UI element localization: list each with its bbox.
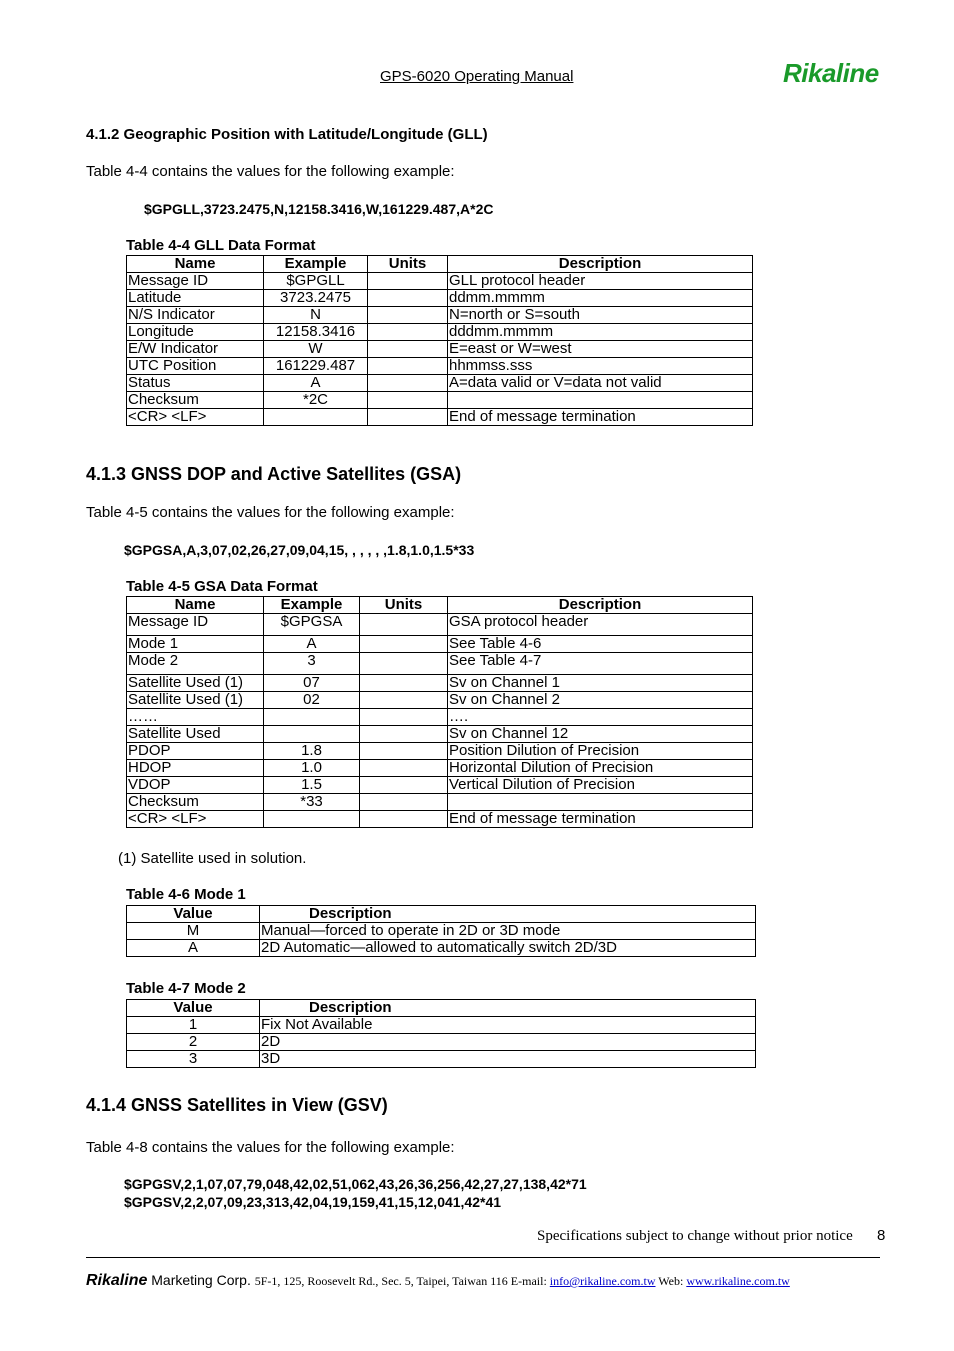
table-cell	[264, 709, 360, 726]
spec-notice: Specifications subject to change without prior notice	[537, 1228, 853, 1244]
column-header: Value	[127, 1000, 260, 1017]
table-cell	[368, 290, 448, 307]
table-cell	[368, 375, 448, 392]
table-cell: hhmmss.sss	[448, 358, 753, 375]
gsa-example: $GPGSA,A,3,07,02,26,27,09,04,15, , , , , ,1.8,1.0,1.5*33	[124, 542, 475, 558]
table-cell	[368, 273, 448, 290]
gsv-intro: Table 4-8 contains the values for the following example:	[86, 1139, 455, 1156]
gll-example: $GPGLL,3723.2475,N,12158.3416,W,161229.487,A*2C	[144, 201, 494, 217]
table-cell: W	[264, 341, 368, 358]
table-row	[127, 777, 753, 794]
table-cell	[448, 794, 753, 811]
table-header-row	[127, 906, 756, 923]
table-row	[127, 794, 753, 811]
gsa-table	[126, 596, 753, 828]
table-cell	[360, 709, 448, 726]
table-cell: 1	[127, 1017, 260, 1034]
table-cell: Checksum	[127, 392, 264, 409]
table-row	[127, 1034, 756, 1051]
footer-divider	[86, 1257, 880, 1258]
table-cell	[360, 692, 448, 709]
table-cell	[264, 811, 360, 828]
table-cell: A	[264, 636, 360, 653]
table-row	[127, 324, 753, 341]
table-cell: Satellite Used (1)	[127, 692, 264, 709]
table-cell: Position Dilution of Precision	[448, 743, 753, 760]
table-cell: A	[127, 940, 260, 957]
table-cell	[368, 324, 448, 341]
column-header: Description	[260, 1000, 756, 1017]
table-cell: Mode 2	[127, 653, 264, 675]
gll-table-caption: Table 4-4 GLL Data Format	[126, 237, 316, 254]
table-cell: ddmm.mmmm	[448, 290, 753, 307]
table-cell: 1.0	[264, 760, 360, 777]
gsv-example-1: $GPGSV,2,1,07,07,79,048,42,02,51,062,43,26,36,256,42,27,27,138,42*71	[124, 1176, 587, 1192]
table-cell: 07	[264, 675, 360, 692]
table-cell: GSA protocol header	[448, 614, 753, 636]
document-title: GPS-6020 Operating Manual	[380, 68, 574, 85]
footer-brand: Rikaline	[86, 1272, 148, 1289]
table-row	[127, 636, 753, 653]
table-cell	[264, 726, 360, 743]
table-cell	[264, 409, 368, 426]
column-header: Name	[127, 597, 264, 614]
table-row	[127, 692, 753, 709]
table-cell	[360, 777, 448, 794]
gll-intro: Table 4-4 contains the values for the following example:	[86, 163, 455, 180]
section-heading-gll: 4.1.2 Geographic Position with Latitude/Longitude (GLL)	[86, 126, 488, 143]
table-cell: Checksum	[127, 794, 264, 811]
table-cell: HDOP	[127, 760, 264, 777]
website-link[interactable]: www.rikaline.com.tw	[686, 1274, 790, 1288]
table-row	[127, 307, 753, 324]
table-cell: See Table 4-7	[448, 653, 753, 675]
section-heading-gsa: 4.1.3 GNSS DOP and Active Satellites (GSA)	[86, 464, 462, 484]
table-cell: <CR> <LF>	[127, 409, 264, 426]
mode2-table-caption: Table 4-7 Mode 2	[126, 980, 246, 997]
table-cell: UTC Position	[127, 358, 264, 375]
table-cell	[368, 307, 448, 324]
table-cell: 3D	[260, 1051, 756, 1068]
gsa-intro: Table 4-5 contains the values for the following example:	[86, 504, 455, 521]
table-cell: A	[264, 375, 368, 392]
table-cell: *33	[264, 794, 360, 811]
page-number: 8	[877, 1227, 886, 1244]
table-row	[127, 923, 756, 940]
table-cell	[360, 760, 448, 777]
table-cell	[360, 794, 448, 811]
table-cell: N/S Indicator	[127, 307, 264, 324]
table-cell: <CR> <LF>	[127, 811, 264, 828]
table-cell: dddmm.mmmm	[448, 324, 753, 341]
section-heading-gsv: 4.1.4 GNSS Satellites in View (GSV)	[86, 1095, 388, 1115]
table-cell: Satellite Used	[127, 726, 264, 743]
table-row	[127, 743, 753, 760]
footer-web-label: Web:	[655, 1274, 687, 1288]
table-row	[127, 392, 753, 409]
table-cell: Mode 1	[127, 636, 264, 653]
table-cell: Status	[127, 375, 264, 392]
table-row	[127, 726, 753, 743]
table-cell: 02	[264, 692, 360, 709]
table-row	[127, 273, 753, 290]
table-cell	[360, 811, 448, 828]
table-cell: 3	[127, 1051, 260, 1068]
table-cell: VDOP	[127, 777, 264, 794]
table-cell: $GPGSA	[264, 614, 360, 636]
column-header: Description	[260, 906, 756, 923]
table-cell: M	[127, 923, 260, 940]
column-header: Description	[448, 256, 753, 273]
table-cell: Longitude	[127, 324, 264, 341]
table-cell: Message ID	[127, 614, 264, 636]
table-cell: Sv on Channel 12	[448, 726, 753, 743]
table-cell	[360, 675, 448, 692]
table-row	[127, 1051, 756, 1068]
table-row	[127, 653, 753, 675]
table-cell: 161229.487	[264, 358, 368, 375]
table-cell: Sv on Channel 2	[448, 692, 753, 709]
table-cell: $GPGLL	[264, 273, 368, 290]
table-cell: E=east or W=west	[448, 341, 753, 358]
table-cell: ……	[127, 709, 264, 726]
table-cell: Latitude	[127, 290, 264, 307]
table-cell: Satellite Used (1)	[127, 675, 264, 692]
table-cell	[368, 409, 448, 426]
table-cell: A=data valid or V=data not valid	[448, 375, 753, 392]
column-header: Name	[127, 256, 264, 273]
table-row	[127, 811, 753, 828]
table-header-row	[127, 1000, 756, 1017]
email-link[interactable]: info@rikaline.com.tw	[549, 1274, 656, 1288]
table-cell: 2D	[260, 1034, 756, 1051]
table-cell: See Table 4-6	[448, 636, 753, 653]
table-cell: Message ID	[127, 273, 264, 290]
table-cell: Vertical Dilution of Precision	[448, 777, 753, 794]
mode1-table	[126, 905, 756, 957]
table-cell: 3	[264, 653, 360, 675]
footer-company: Marketing Corp.	[147, 1272, 255, 1288]
gsa-footnote: (1) Satellite used in solution.	[118, 850, 307, 867]
table-cell: Fix Not Available	[260, 1017, 756, 1034]
table-row	[127, 760, 753, 777]
table-cell: ….	[448, 709, 753, 726]
table-row	[127, 709, 753, 726]
table-row	[127, 940, 756, 957]
rikaline-logo: Rikaline	[783, 58, 879, 88]
table-cell: E/W Indicator	[127, 341, 264, 358]
mode2-table	[126, 999, 756, 1068]
table-header-row	[127, 256, 753, 273]
table-cell: PDOP	[127, 743, 264, 760]
footer-line	[86, 1272, 790, 1290]
table-cell: 1.5	[264, 777, 360, 794]
gsv-example-2: $GPGSV,2,2,07,09,23,313,42,04,19,159,41,15,12,041,42*41	[124, 1194, 502, 1210]
table-cell	[360, 743, 448, 760]
table-cell: End of message termination	[448, 811, 753, 828]
table-cell: GLL protocol header	[448, 273, 753, 290]
column-header: Example	[264, 597, 360, 614]
table-row	[127, 409, 753, 426]
mode1-table-caption: Table 4-6 Mode 1	[126, 886, 246, 903]
table-row	[127, 675, 753, 692]
gll-table	[126, 255, 753, 426]
column-header: Units	[360, 597, 448, 614]
table-row	[127, 358, 753, 375]
table-cell	[360, 653, 448, 675]
table-cell	[368, 392, 448, 409]
table-row	[127, 375, 753, 392]
table-cell: N	[264, 307, 368, 324]
column-header: Value	[127, 906, 260, 923]
column-header: Example	[264, 256, 368, 273]
table-cell: 12158.3416	[264, 324, 368, 341]
table-cell: *2C	[264, 392, 368, 409]
table-row	[127, 290, 753, 307]
column-header: Description	[448, 597, 753, 614]
table-cell: 3723.2475	[264, 290, 368, 307]
table-cell	[360, 614, 448, 636]
table-cell: End of message termination	[448, 409, 753, 426]
footer-address: 5F-1, 125, Roosevelt Rd., Sec. 5, Taipei, Taiwan 116 E-mail:	[254, 1274, 550, 1288]
gsa-table-caption: Table 4-5 GSA Data Format	[126, 578, 318, 595]
table-cell	[368, 358, 448, 375]
table-cell: 2D Automatic—allowed to automatically switch 2D/3D	[260, 940, 756, 957]
table-cell: Horizontal Dilution of Precision	[448, 760, 753, 777]
table-cell: Sv on Channel 1	[448, 675, 753, 692]
table-cell: 2	[127, 1034, 260, 1051]
table-cell	[448, 392, 753, 409]
table-cell: Manual—forced to operate in 2D or 3D mode	[260, 923, 756, 940]
table-cell	[360, 636, 448, 653]
table-row	[127, 1017, 756, 1034]
table-row	[127, 614, 753, 636]
table-cell	[360, 726, 448, 743]
table-cell: N=north or S=south	[448, 307, 753, 324]
table-row	[127, 341, 753, 358]
table-cell	[368, 341, 448, 358]
table-header-row	[127, 597, 753, 614]
table-cell: 1.8	[264, 743, 360, 760]
column-header: Units	[368, 256, 448, 273]
